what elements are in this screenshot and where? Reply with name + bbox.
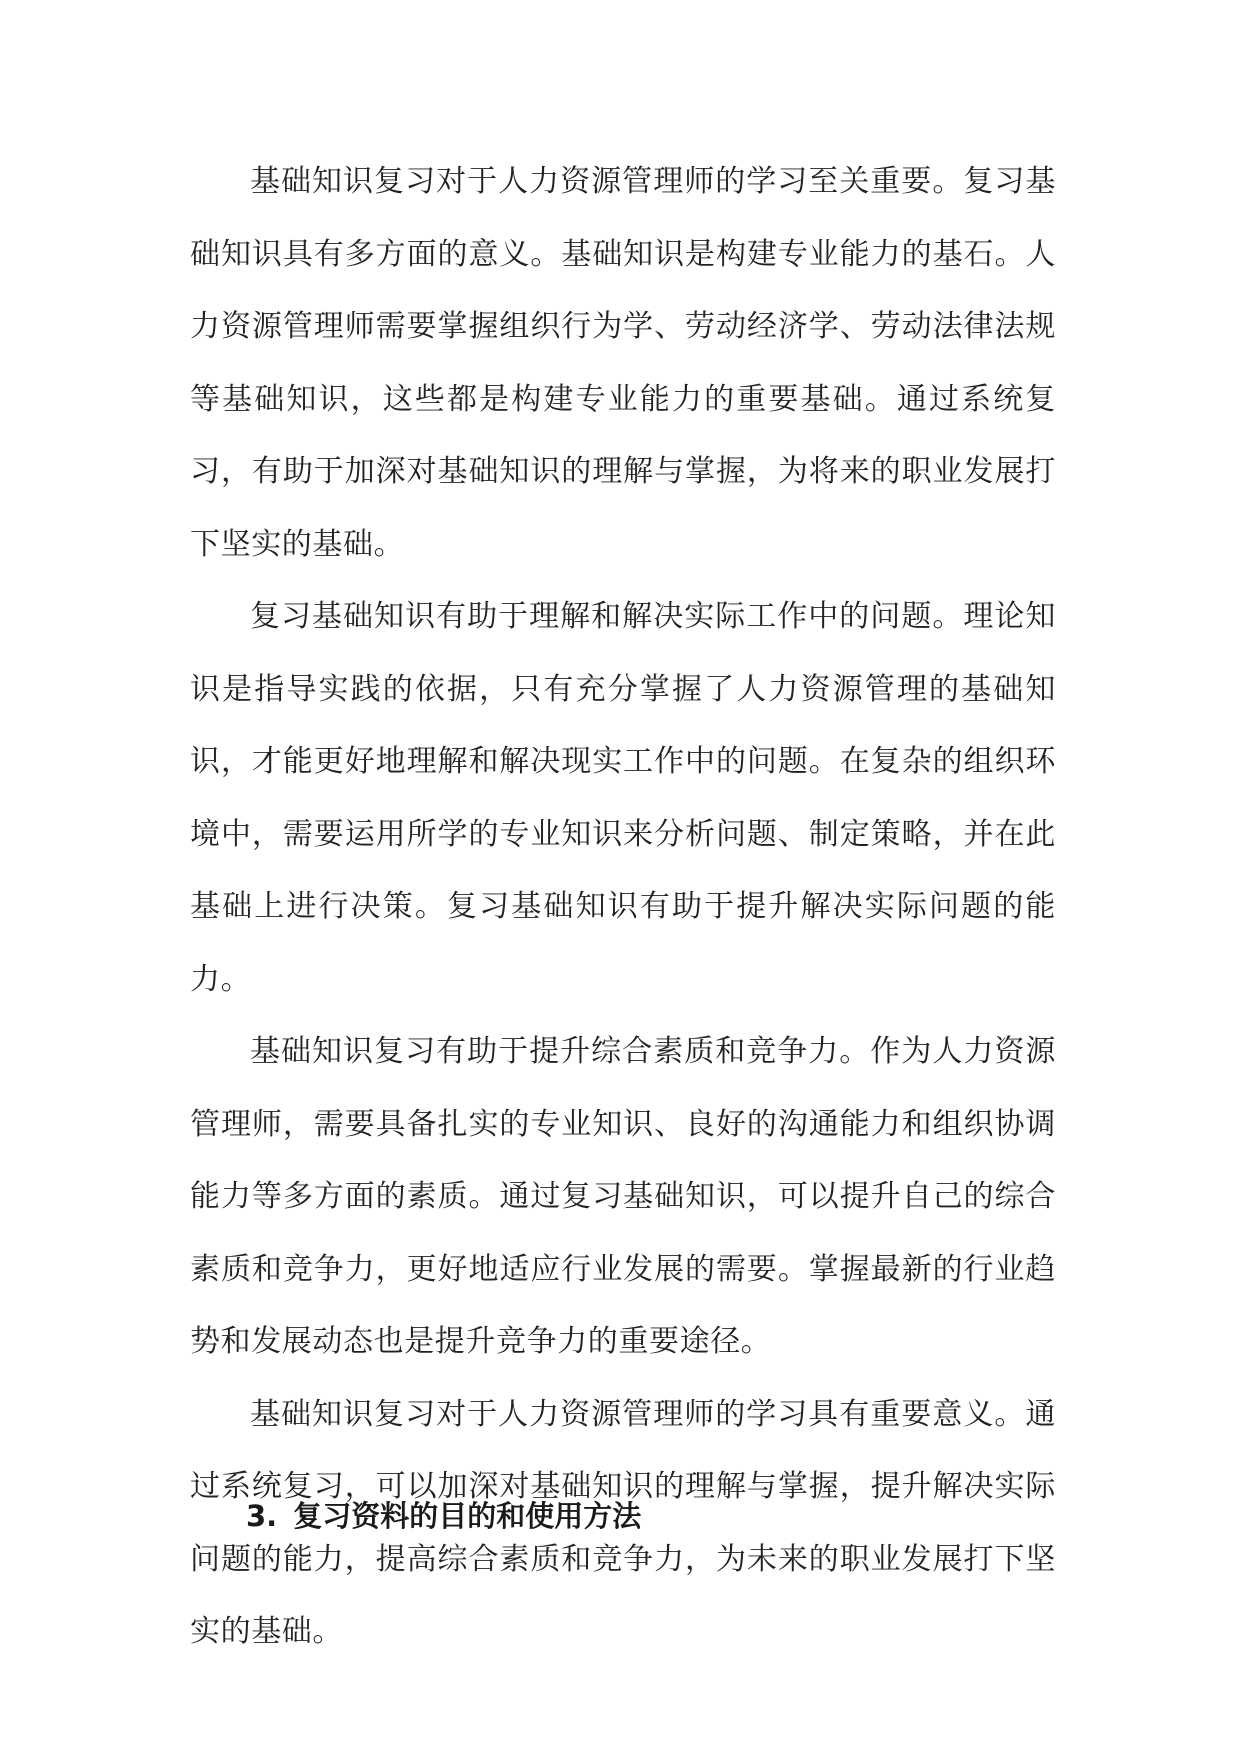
body-text — [190, 146, 1056, 1669]
paragraph-3: 基础知识复习有助于提升综合素质和竞争力。作为人力资源管理师，需要具备扎实的专业知识、良好的沟通能力和组织协调能力等多方面的素质。通过复习基础知识，可以提升自己的综合素质和竞争力，更好地适应行业发展的需要。掌握最新的行业趋势和发展动态也是提升竞争力的重要途径。 — [190, 1034, 1056, 1359]
paragraph-4: 基础知识复习对于人力资源管理师的学习具有重要意义。通过系统复习，可以加深对基础知识的理解与掌握，提升解决实际问题的能力，提高综合素质和竞争力，为未来的职业发展打下坚实的基础。 — [190, 1396, 1056, 1649]
paragraph-1: 基础知识复习对于人力资源管理师的学习至关重要。复习基础知识具有多方面的意义。基础知识是构建专业能力的基石。人力资源管理师需要掌握组织行为学、劳动经济学、劳动法律法规等基础知识，这些都是构建专业能力的重要基础。通过系统复习，有助于加深对基础知识的理解与掌握，为将来的职业发展打下坚实的基础。 — [190, 164, 1056, 562]
paragraph-2: 复习基础知识有助于理解和解决实际工作中的问题。理论知识是指导实践的依据，只有充分掌握了人力资源管理的基础知识，才能更好地理解和解决现实工作中的问题。在复杂的组织环境中，需要运用所学的专业知识来分析问题、制定策略，并在此基础上进行决策。复习基础知识有助于提升解决实际问题的能力。 — [190, 599, 1056, 997]
section-heading — [246, 1494, 946, 1538]
section-heading-title: 复习资料的目的和使用方法 — [293, 1499, 642, 1533]
section-heading-number: 3. — [246, 1499, 278, 1533]
